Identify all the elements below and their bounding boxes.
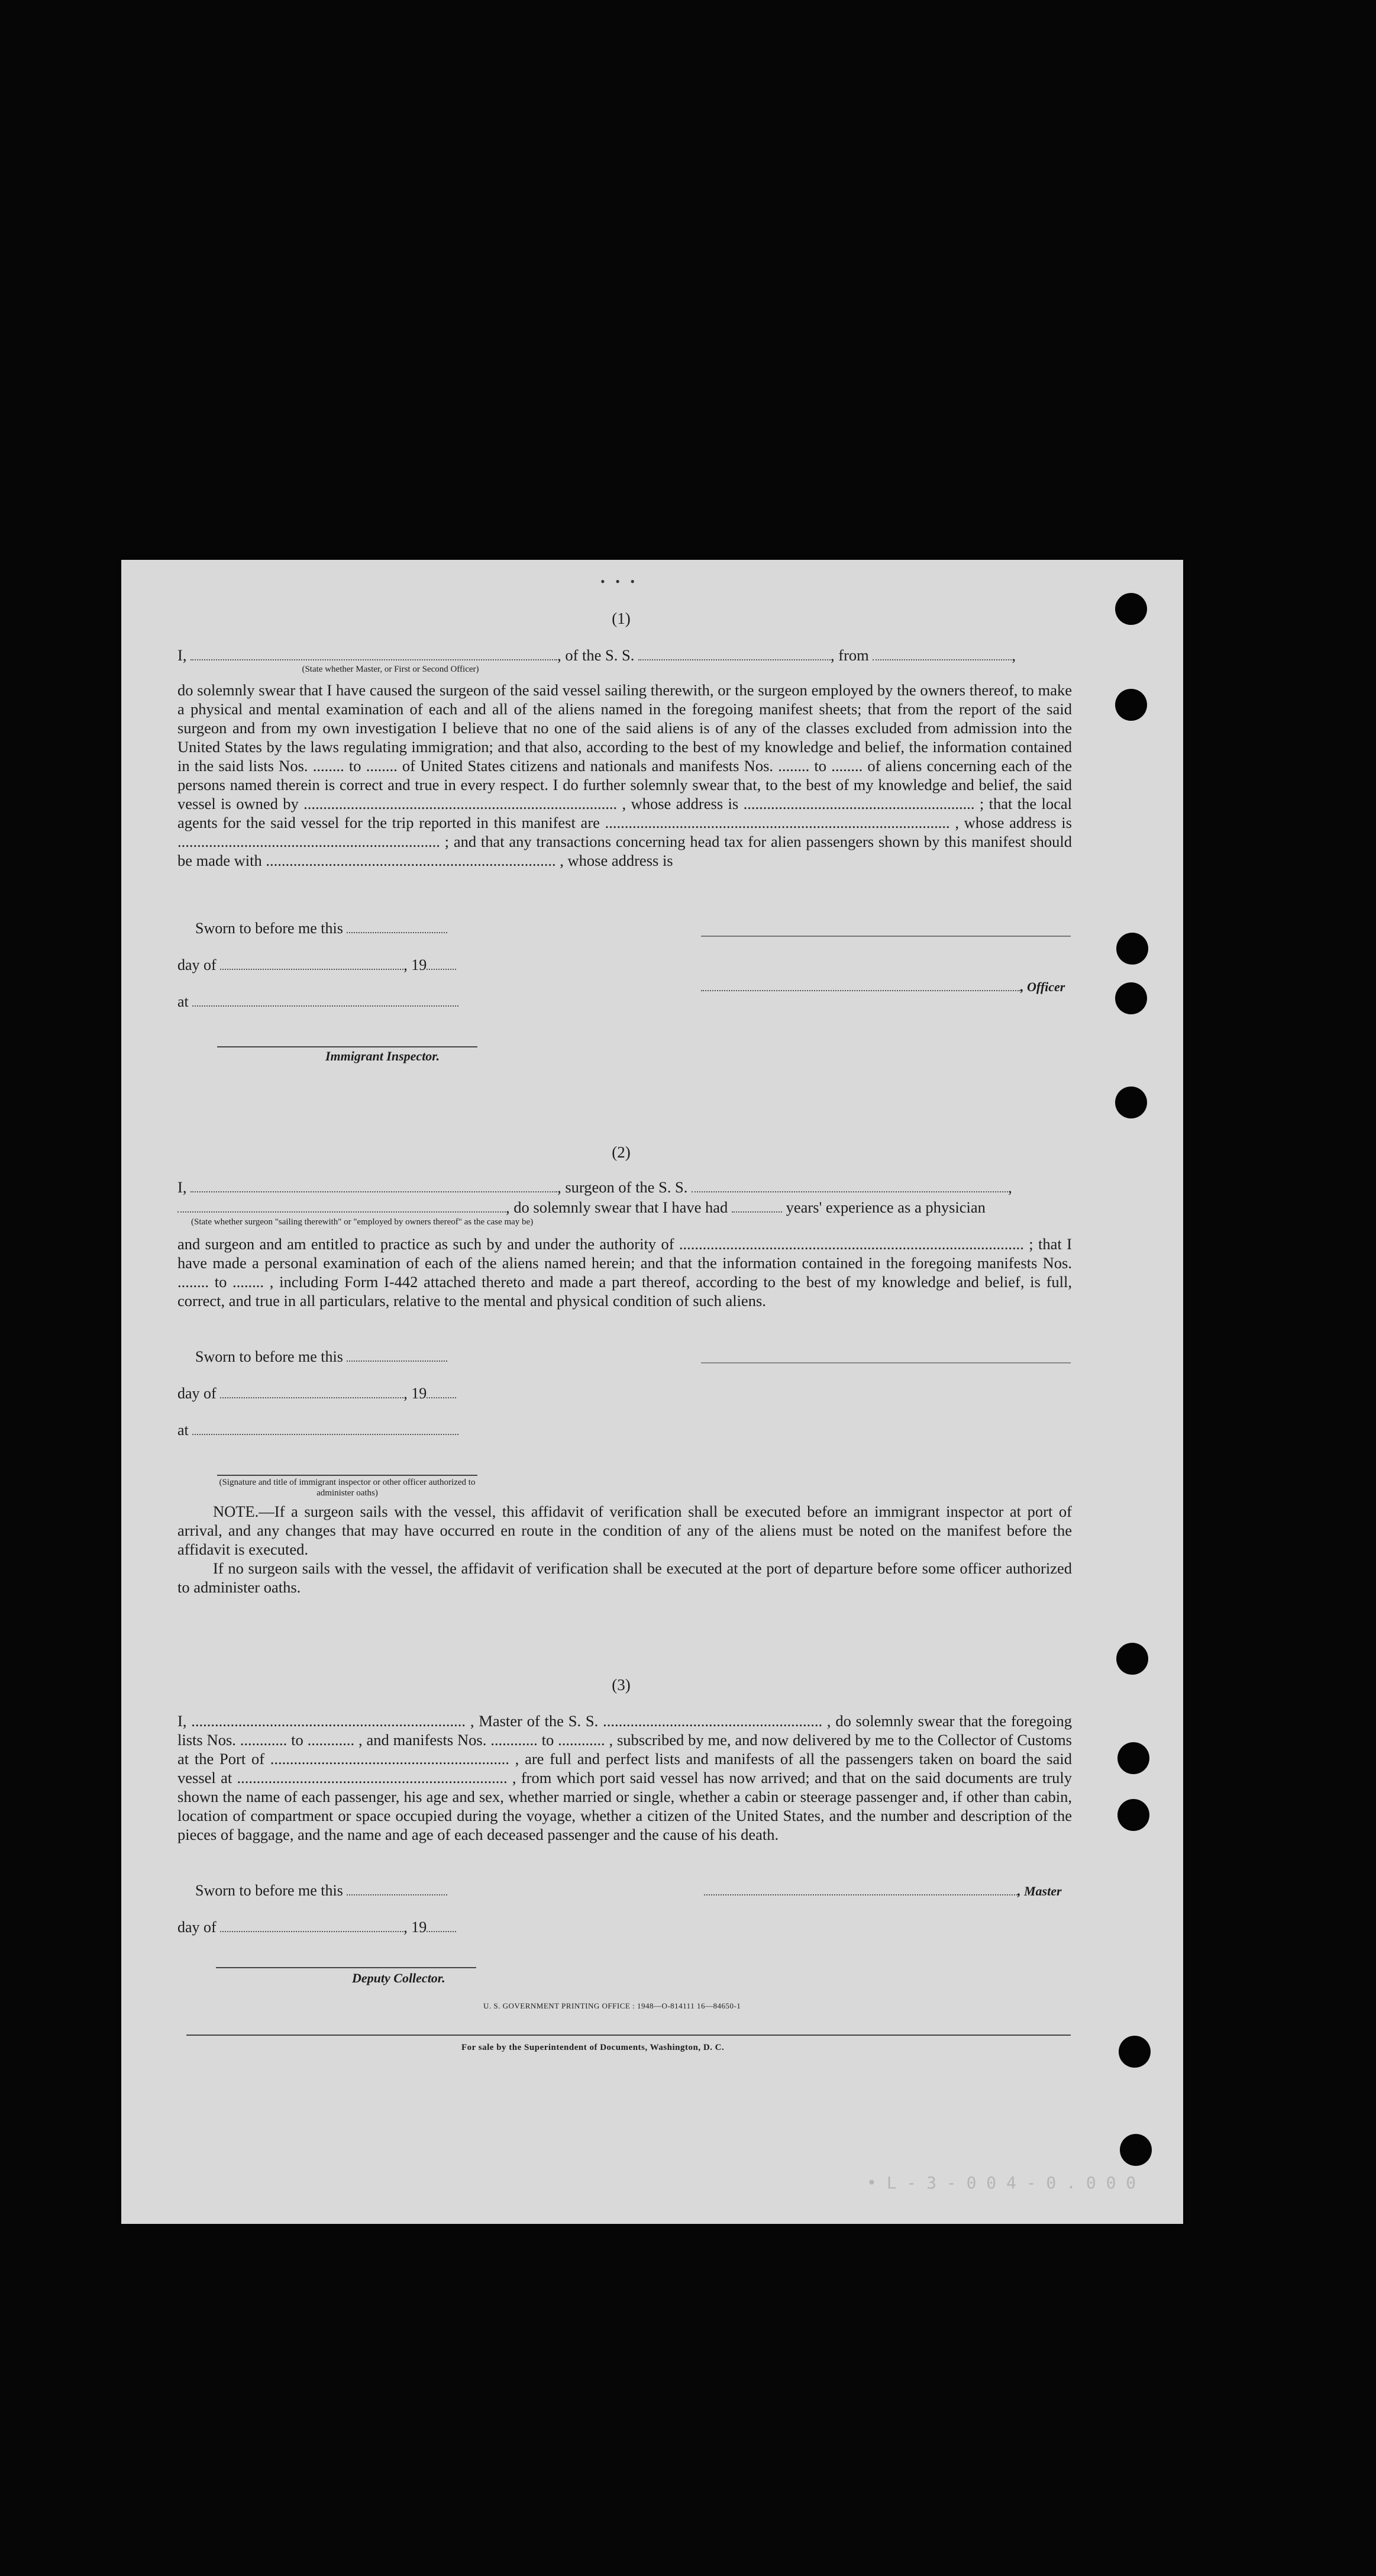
sec3-sworn-label: Sworn to before me this bbox=[195, 1882, 343, 1899]
sec1-year-label: , 19 bbox=[403, 956, 427, 973]
sec1-day-label: day of bbox=[177, 956, 217, 973]
departure-port-field[interactable] bbox=[873, 647, 1012, 660]
surgeon-type-field[interactable] bbox=[177, 1200, 506, 1213]
punch-hole bbox=[1115, 689, 1147, 721]
sec3-year-label: , 19 bbox=[403, 1919, 427, 1936]
sec3-day-field[interactable] bbox=[220, 1920, 403, 1932]
punch-hole bbox=[1116, 933, 1148, 965]
deputy-label: Deputy Collector. bbox=[352, 1971, 445, 1985]
sec1-officer-note: (State whether Master, or First or Second Officer) bbox=[302, 665, 479, 674]
top-marks: • • • bbox=[600, 574, 639, 589]
place-field[interactable] bbox=[192, 995, 458, 1007]
ship-name-field[interactable] bbox=[638, 647, 831, 660]
sec2-year-field[interactable] bbox=[427, 1387, 456, 1398]
sec2-intro: I, bbox=[177, 1178, 187, 1196]
sec2-body-text: and surgeon and am entitled to practice as such by and under the authority of ........................................................................................ ; that I have made a personal examination of each of the aliens named herein; and that the information contained in the foregoing manifests Nos. ........ to ........ , including Form I-442 attached thereto and made a part thereof, according to the best of my knowledge and belief, is full, correct, and true in all particulars, relative to the mental and physical condition of such aliens. bbox=[177, 1235, 1072, 1310]
officer-signature-field[interactable] bbox=[701, 979, 1020, 991]
inspector-signature-line bbox=[217, 1046, 477, 1047]
inspector-label: Immigrant Inspector. bbox=[325, 1049, 440, 1063]
sec1-at-label: at bbox=[177, 993, 189, 1010]
section-3-body bbox=[177, 1711, 1072, 1844]
sec1-day bbox=[177, 956, 456, 974]
deputy-signature-line bbox=[216, 1967, 476, 1968]
sec1-sworn-label: Sworn to before me this bbox=[195, 920, 343, 937]
section-1-header: I, , of the S. S. , from , bbox=[177, 646, 1016, 664]
note-1: NOTE.—If a surgeon sails with the vessel, this affidavit of verification shall be executed before an immigrant inspector at port of arrival, and any changes that may have occurred en route in the condition of any of the aliens must be noted on the manifest before the affidavit is executed. bbox=[177, 1503, 1072, 1558]
sec2-ship-field[interactable] bbox=[692, 1179, 1008, 1192]
sec2-at bbox=[177, 1421, 458, 1439]
sec1-at bbox=[177, 993, 458, 1011]
sec2-at-label: at bbox=[177, 1421, 189, 1439]
day-field[interactable] bbox=[220, 958, 403, 970]
years-field[interactable] bbox=[732, 1200, 782, 1213]
sec2-year-label: , 19 bbox=[403, 1385, 427, 1402]
sec1-from: , from bbox=[831, 646, 869, 664]
sec2-notes bbox=[177, 1502, 1072, 1597]
sec2-sworn-label: Sworn to before me this bbox=[195, 1348, 343, 1365]
footer-rule bbox=[186, 2035, 1071, 2036]
sec2-sworn-date-field[interactable] bbox=[347, 1350, 447, 1362]
sec2-sig-note: (Signature and title of immigrant inspector or other officer authorized to administer oaths) bbox=[219, 1478, 476, 1498]
sale-notice: For sale by the Superintendent of Documents, Washington, D. C. bbox=[461, 2043, 725, 2052]
master-label: , Master bbox=[1018, 1884, 1062, 1898]
sec3-year-field[interactable] bbox=[427, 1920, 456, 1932]
officer-name-field[interactable] bbox=[190, 647, 557, 660]
punch-hole bbox=[1115, 982, 1147, 1014]
section-2-swear bbox=[177, 1198, 1072, 1217]
sec3-sworn-date-field[interactable] bbox=[347, 1884, 447, 1895]
punch-hole bbox=[1120, 2134, 1152, 2166]
sec2-note: (State whether surgeon "sailing therewith" or "employed by owners thereof" as the case may be) bbox=[191, 1217, 534, 1227]
sec1-intro: I, bbox=[177, 646, 187, 664]
punch-hole bbox=[1117, 1799, 1149, 1831]
punch-hole bbox=[1115, 1087, 1147, 1118]
year-field[interactable] bbox=[427, 958, 456, 970]
sec3-day bbox=[177, 1919, 456, 1936]
section-2-number: (2) bbox=[612, 1143, 631, 1161]
sworn-date-field[interactable] bbox=[347, 921, 447, 933]
document-page bbox=[121, 560, 1183, 2224]
sec1-of-ss: , of the S. S. bbox=[557, 646, 635, 664]
sec2-sworn bbox=[195, 1348, 447, 1366]
sec2-swear: , do solemnly swear that I have had bbox=[506, 1198, 728, 1216]
punch-hole bbox=[1117, 1742, 1149, 1774]
punch-hole bbox=[1116, 1643, 1148, 1675]
sec3-sworn bbox=[195, 1882, 447, 1900]
surgeon-signature-line bbox=[701, 1362, 1071, 1363]
sec3-day-label: day of bbox=[177, 1919, 217, 1936]
sec2-day-label: day of bbox=[177, 1385, 217, 1402]
officer-label: , Officer bbox=[1020, 979, 1065, 994]
printing-office-line: U. S. GOVERNMENT PRINTING OFFICE : 1948—O-814111 16—84650-1 bbox=[483, 2001, 741, 2010]
sec2-surgeon-of: , surgeon of the S. S. bbox=[557, 1178, 688, 1196]
sec2-day-field[interactable] bbox=[220, 1387, 403, 1398]
sec2-years: years' experience as a physician bbox=[786, 1198, 986, 1216]
sec2-inspector-line bbox=[217, 1475, 477, 1476]
surgeon-name-field[interactable] bbox=[190, 1179, 557, 1192]
sec2-place-field[interactable] bbox=[192, 1423, 458, 1435]
sec1-sworn bbox=[195, 920, 447, 937]
section-1-number: (1) bbox=[612, 610, 631, 627]
section-2-header: I, , surgeon of the S. S. , bbox=[177, 1178, 1012, 1196]
section-2-body bbox=[177, 1234, 1072, 1310]
section-1-body bbox=[177, 681, 1072, 870]
sec3-body-text: I, ...................................................................... , Master of the S. S. ........................................................ , do solemnly swear that the foregoing lists Nos. ............ to ............ , and manifests Nos. ............ to ............ , subscribed by me, and now delivered by me to the Collector of Customs at the Port of ............................................................. , are full and perfect lists and manifests of all the passengers taken on board the said vessel at ..................................................................... , from which port said vessel has now arrived; and that on the said documents are truly shown the name of each passenger, his age and sex, whether married or single, whether a cabin or steerage passenger and, if other than cabin, location of compartment or space occupied during the voyage, whether a citizen of the United States, and the number and description of the pieces of baggage, and the name and age of each deceased passenger and the cause of his death. bbox=[177, 1712, 1072, 1843]
sec1-officer bbox=[701, 978, 1065, 995]
officer-line-1 bbox=[701, 936, 1071, 937]
archive-stamp: • L - 3 - 0 0 4 - 0 . 0 0 0 bbox=[867, 2173, 1136, 2193]
note-2: If no surgeon sails with the vessel, the affidavit of verification shall be executed at the port of departure before some officer authorized to administer oaths. bbox=[177, 1559, 1072, 1596]
sec3-master bbox=[704, 1882, 1062, 1900]
sec2-day bbox=[177, 1385, 456, 1403]
section-3-number: (3) bbox=[612, 1676, 631, 1694]
master-signature-field[interactable] bbox=[704, 1884, 1018, 1895]
sec1-body-text: do solemnly swear that I have caused the surgeon of the said vessel sailing therewith, or the surgeon employed by the owners thereof, to make a physical and mental examination of each and all of the aliens named in the foregoing manifest sheets; that from the report of the said surgeon and from my own investigation I believe that no one of the said aliens is of any of the classes excluded from admission into the United States by the laws regulating immigration; and that also, according to the best of my knowledge and belief, the information contained in the said lists Nos. ........ to ........ of United States citizens and nationals and manifests Nos. ........ to ........ of aliens concerning each of the persons named therein is correct and true in every respect. I do further solemnly swear that, to the best of my knowledge and belief, the said vessel is owned by ................................................................................ , whose address is ........................................................... ; that the local agents for the said vessel for the trip reported in this manifest are ........................................................................................ , whose address is ................................................................... ; and that any transactions concerning head tax for alien passengers shown by this manifest should be made with .......................................................................... , whose address is bbox=[177, 681, 1072, 869]
punch-hole bbox=[1119, 2036, 1151, 2068]
